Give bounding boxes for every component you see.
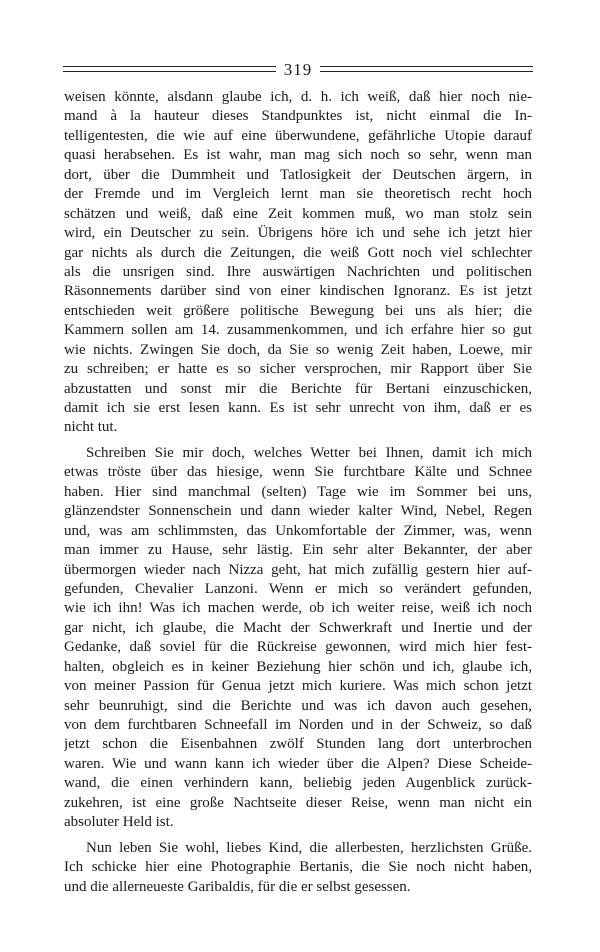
text-line: man immer zu Hause, sehr lästig. Ein sehr alter Bekannter, der aber	[64, 542, 532, 559]
text-line: sehr beunruhigt, sind die Berichte und was ich davon auch gesehen,	[64, 697, 532, 714]
header-rule-right	[320, 66, 533, 72]
paragraph	[64, 88, 532, 438]
text-line: halten, obgleich es in keiner Beziehung hier schön und ich, glaube ich,	[64, 658, 532, 675]
text-line: und die allerneueste Garibaldis, für die er selbst gesessen.	[64, 878, 411, 895]
text-line: entschieden weit größere politische Bewegung bei uns als hier; die	[64, 302, 532, 319]
text-line: haben. Hier sind manchmal (selten) Tage wie im Sommer bei uns,	[64, 483, 532, 500]
text-line: telligentesten, die wie auf eine überwundene, gefährliche Utopie darauf	[64, 127, 532, 144]
text-line: gefunden, Chevalier Lanzoni. Wenn er mich so verändert gefunden,	[64, 580, 532, 597]
text-line: absoluter Held ist.	[64, 814, 174, 831]
text-line: und, was am schlimmsten, das Unkomfortable der Zimmer, was, wenn	[64, 522, 532, 539]
text-line: von dem furchtbaren Schneefall im Norden und in der Schweiz, so daß	[64, 717, 532, 733]
text-line: Räsonnements darüber sind von einer kindischen Ignoranz. Es ist jetzt	[64, 283, 532, 300]
header-rule-left	[63, 66, 276, 72]
text-line: weisen könnte, alsdann glaube ich, d. h. ich weiß, daß hier noch nie-	[64, 89, 532, 105]
text-line: als die unsrigen sind. Ihre auswärtigen Nachrichten und politischen	[64, 263, 532, 280]
text-line: etwas tröste über das hiesige, wenn Sie furchtbare Kälte und Schnee	[64, 464, 532, 481]
text-line: glänzendster Sonnenschein und dann wieder kalter Wind, Nebel, Regen	[64, 503, 532, 520]
text-line: abzustatten und sonst mir die Berichte für Bertani einzuschicken,	[64, 380, 532, 397]
text-line: wie nichts. Zwingen Sie doch, da Sie so wenig Zeit haben, Loewe, mir	[64, 341, 532, 358]
text-line: Ich schicke hier eine Photographie Bertanis, die Sie noch nicht haben,	[64, 859, 532, 876]
text-line: damit ich sie erst lesen kann. Es ist sehr unrecht von ihm, daß er es	[64, 400, 532, 416]
text-line: Schreiben Sie mir doch, welches Wetter bei Ihnen, damit ich mich	[86, 444, 532, 461]
paragraph	[64, 839, 532, 897]
text-line: von meiner Passion für Genua jetzt mich kuriere. Was mich schon jetzt	[64, 678, 532, 695]
text-line: Kammern sollen am 14. zusammenkommen, und ich erfahre hier so gut	[64, 322, 532, 339]
text-line: wird, ein Deutscher zu sein. Übrigens höre ich und sehe ich jetzt hier	[64, 225, 532, 242]
text-line: wand, die einen verhindern kann, beliebig jeden Augenblick zurück-	[64, 775, 532, 792]
text-line: zu schreiben; er hatte es so sicher versprochen, mir Rapport über Sie	[64, 361, 532, 378]
body-text	[64, 88, 532, 897]
page-number: 319	[283, 59, 313, 79]
text-line: nicht tut.	[64, 419, 118, 436]
text-line: gar nicht, ich glaube, die Macht der Schwerkraft und Inertie und der	[64, 619, 532, 636]
text-line: gar nichts als durch die Zeitungen, die weiß Gott noch viel schlechter	[64, 244, 532, 261]
paragraph	[64, 444, 532, 833]
text-line: quasi herabsehen. Es ist wahr, man mag sich noch so sehr, wenn man	[64, 147, 532, 164]
text-line: schätzen und weiß, daß eine Zeit kommen muß, wo man stolz sein	[64, 205, 532, 222]
text-line: Gedanke, daß soviel für die Rückreise gewonnen, wird mich hier fest-	[64, 639, 532, 656]
text-line: zukehren, ist eine große Nachtseite dieser Reise, wenn man nicht ein	[64, 794, 532, 811]
page-header	[63, 58, 533, 80]
text-line: waren. Wie und wann kann ich wieder über die Alpen? Diese Scheide-	[64, 755, 532, 772]
text-line: Nun leben Sie wohl, liebes Kind, die allerbesten, herzlichsten Grüße.	[86, 839, 532, 856]
text-line: dort, über die Dummheit und Tatlosigkeit der Deutschen ärgern, in	[64, 166, 532, 183]
text-line: übermorgen wieder nach Nizza geht, hat mich zufällig gestern hier auf-	[64, 561, 532, 578]
text-line: wie ich ihn! Was ich machen werde, ob ich weiter reise, weiß ich noch	[64, 600, 532, 617]
text-line: der Fremde und im Vergleich lernt man sie theoretisch recht hoch	[64, 186, 532, 203]
text-line: jetzt schon die Eisenbahnen zwölf Stunden lang dort unterbrochen	[64, 736, 532, 753]
text-line: mand à la hauteur dieses Standpunktes ist, nicht einmal die In-	[64, 108, 532, 125]
